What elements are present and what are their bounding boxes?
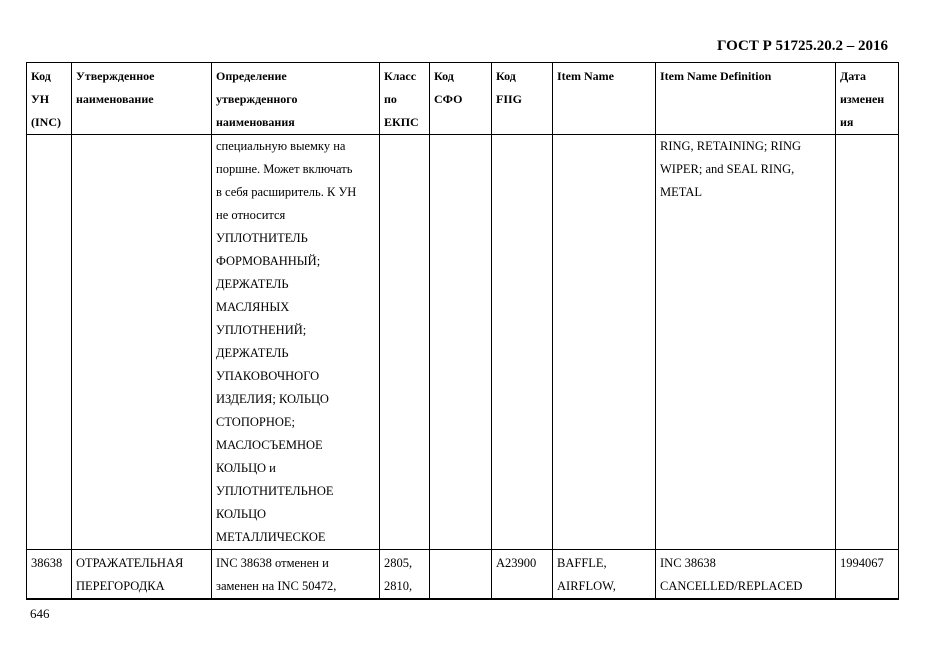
page-number: 646 bbox=[30, 606, 50, 621]
cell-fiig: A23900 bbox=[492, 550, 553, 600]
cell-inc: 38638 bbox=[27, 550, 72, 600]
cell-sfo bbox=[430, 550, 492, 600]
cell-item-name bbox=[553, 135, 656, 550]
header-row bbox=[27, 63, 899, 135]
col-header-inc: Код УН (INC) bbox=[27, 63, 72, 135]
cell-class: 2805, 2810, bbox=[380, 550, 430, 600]
col-header-fiig: Код FIIG bbox=[492, 63, 553, 135]
cell-item-definition: RING, RETAINING; RING WIPER; and SEAL RING, METAL bbox=[656, 135, 836, 550]
col-header-item-definition: Item Name Definition bbox=[656, 63, 836, 135]
cell-item-name: BAFFLE, AIRFLOW, bbox=[553, 550, 656, 600]
col-header-date: Дата изменен ия bbox=[836, 63, 899, 135]
table-row bbox=[27, 135, 899, 550]
document-code: ГОСТ Р 51725.20.2 – 2016 bbox=[716, 38, 888, 54]
cell-fiig bbox=[492, 135, 553, 550]
col-header-class: Класс по ЕКПС bbox=[380, 63, 430, 135]
col-header-definition: Определение утвержденного наименования bbox=[212, 63, 380, 135]
cell-date: 1994067 bbox=[836, 550, 899, 600]
col-header-sfo: Код СФО bbox=[430, 63, 492, 135]
col-header-item-name: Item Name bbox=[553, 63, 656, 135]
table-row bbox=[27, 550, 899, 600]
cell-date bbox=[836, 135, 899, 550]
cell-approved-name bbox=[72, 135, 212, 550]
cell-definition: INC 38638 отменен и заменен на INC 50472, bbox=[212, 550, 380, 600]
registry-table bbox=[26, 62, 899, 600]
cell-approved-name: ОТРАЖАТЕЛЬНАЯ ПЕРЕГОРОДКА bbox=[72, 550, 212, 600]
cell-class bbox=[380, 135, 430, 550]
cell-inc bbox=[27, 135, 72, 550]
col-header-approved-name: Утвержденное наименование bbox=[72, 63, 212, 135]
cell-item-definition: INC 38638 CANCELLED/REPLACED bbox=[656, 550, 836, 600]
cell-sfo bbox=[430, 135, 492, 550]
cell-definition: специальную выемку на поршне. Может включать в себя расширитель. К УН не относится УПЛОТНИТЕЛЬ ФОРМОВАННЫЙ; ДЕРЖАТЕЛЬ МАСЛЯНЫХ УПЛОТНЕНИЙ; ДЕРЖАТЕЛЬ УПАКОВОЧНОГО ИЗДЕЛИЯ; КОЛЬЦО СТОПОРНОЕ; МАСЛОСЪЕМНОЕ КОЛЬЦО и УПЛОТНИТЕЛЬНОЕ КОЛЬЦО МЕТАЛЛИЧЕСКОЕ bbox=[212, 135, 380, 550]
